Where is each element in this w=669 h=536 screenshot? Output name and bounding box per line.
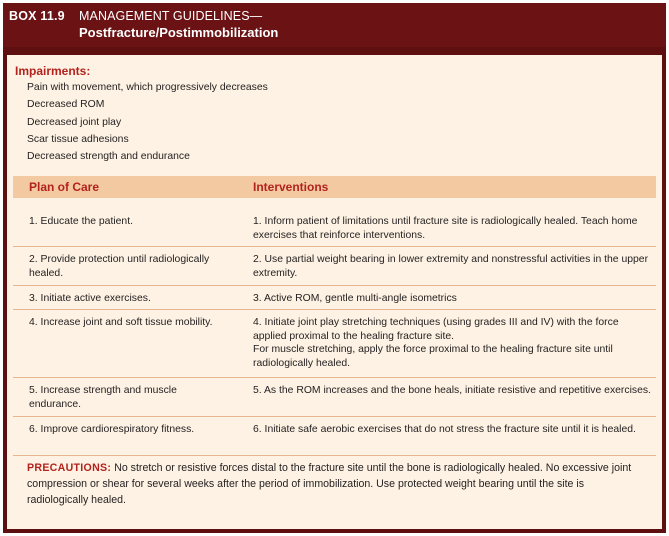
intervention-text: 6. Initiate safe aerobic exercises that do not stress the fracture site until it is healed.	[253, 424, 636, 435]
interventions-cell	[253, 384, 653, 398]
interventions-cell	[253, 253, 653, 280]
intervention-text: 5. As the ROM increases and the bone heals, initiate resistive and repetitive exercises.	[253, 385, 651, 396]
intervention-text: 2. Use partial weight bearing in lower extremity and nonstressful activities in the upper extremity.	[253, 254, 649, 279]
table-row	[13, 247, 656, 286]
precautions-note	[27, 460, 647, 508]
impairment-item: Decreased ROM	[27, 99, 105, 111]
table-row	[13, 378, 656, 417]
box-number: BOX 11.9	[9, 9, 65, 23]
table-row	[13, 310, 656, 378]
interventions-cell	[253, 292, 653, 306]
interventions-cell	[253, 423, 653, 437]
column-header-plan-of-care: Plan of Care	[29, 180, 100, 194]
plan-cell: 4. Increase joint and soft tissue mobility.	[29, 317, 213, 328]
table-row	[13, 198, 656, 247]
plan-cell: 1. Educate the patient.	[29, 216, 133, 227]
impairment-item: Scar tissue adhesions	[27, 133, 129, 145]
table-row	[13, 286, 656, 310]
impairment-item: Decreased joint play	[27, 116, 122, 128]
box-header	[3, 3, 666, 47]
table-header	[13, 176, 656, 198]
impairment-item: Pain with movement, which progressively decreases	[27, 82, 268, 93]
plan-cell: 6. Improve cardiorespiratory fitness.	[29, 424, 195, 435]
column-header-interventions: Interventions	[253, 180, 329, 194]
precautions-text: No stretch or resistive forces distal to the fracture site until the bone is radiologically healed. No excessive joint compression or shear for several weeks after the period of immobilization. Use protected weight bearing until the site is radiologically healed.	[27, 462, 632, 506]
table-row	[13, 417, 656, 456]
box-title: Postfracture/Postimmobilization	[79, 25, 279, 40]
impairments-list	[27, 79, 268, 165]
impairments-heading: Impairments:	[15, 64, 91, 78]
box-title-category: MANAGEMENT GUIDELINES—	[79, 9, 263, 23]
interventions-cell	[253, 215, 653, 242]
guidelines-box	[3, 3, 666, 533]
interventions-cell	[253, 316, 653, 370]
intervention-text: For muscle stretching, apply the force proximal to the healing fracture site until radiologically healed.	[253, 344, 613, 369]
plan-cell: 5. Increase strength and muscle endurance.	[29, 385, 177, 410]
plan-cell: 2. Provide protection until radiologically healed.	[29, 254, 210, 279]
content-panel	[7, 55, 662, 529]
intervention-text: 4. Initiate joint play stretching techniques (using grades III and IV) with the force applied proximal to the healing fracture site.	[253, 317, 619, 342]
precautions-label: PRECAUTIONS:	[27, 462, 112, 474]
plan-cell: 3. Initiate active exercises.	[29, 293, 151, 304]
intervention-text: 3. Active ROM, gentle multi-angle isometrics	[253, 293, 457, 304]
impairment-item: Decreased strength and endurance	[27, 151, 190, 163]
intervention-text: 1. Inform patient of limitations until fracture site is radiologically healed. Teach home exercises that reinforce interventions.	[253, 216, 638, 241]
